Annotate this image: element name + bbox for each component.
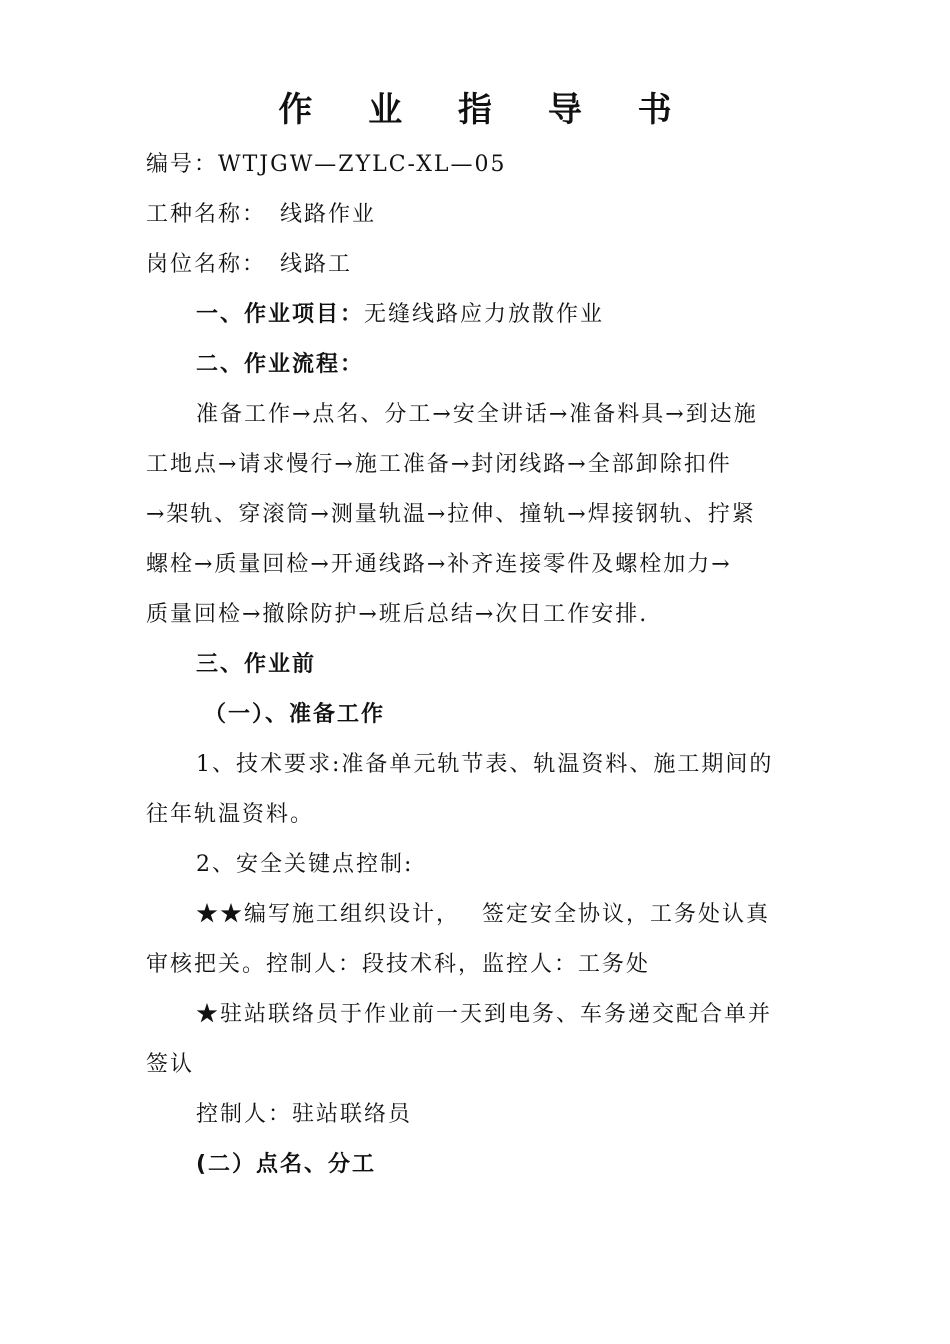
post-value: 线路工: [280, 252, 353, 277]
code-label: 编号：: [146, 152, 219, 177]
star-item-design-b: 签定安全协议，工务处认真: [482, 902, 771, 927]
star-item-design-a: ★★编写施工组织设计，: [196, 902, 461, 927]
post-label: 岗位名称：: [146, 252, 267, 277]
trade-value: 线路作业: [280, 202, 377, 227]
star-item-design: [196, 900, 816, 930]
item-technical: 1、技术要求:准备单元轨节表、轨温资料、施工期间的: [196, 752, 774, 777]
subsection-rollcall: (二）点名、分工: [196, 1152, 377, 1177]
code-value: WTJGW—ZYLC-XL—05: [218, 152, 507, 177]
post-name: [146, 250, 816, 280]
section1-label: 一、作业项目：: [196, 302, 365, 327]
star-item-design-cont: 审核把关。控制人：段技术科，监控人：工务处: [146, 952, 651, 977]
star-item-liaison-cont: 签认: [146, 1052, 195, 1077]
section-flow-heading: 二、作业流程：: [196, 352, 365, 377]
document-title: 作 业 指 导 书: [278, 90, 694, 130]
trade-label: 工种名称：: [146, 202, 267, 227]
star-item-liaison: ★驻站联络员于作业前一天到电务、车务递交配合单并: [196, 1002, 773, 1027]
flow-line: →架轨、穿滚筒→测量轨温→拉伸、撞轨→焊接钢轨、拧紧: [146, 502, 756, 527]
item-safety: 2、安全关键点控制:: [196, 852, 414, 877]
trade-name: [146, 200, 816, 230]
section-before-heading: 三、作业前: [196, 652, 317, 677]
flow-line: 准备工作→点名、分工→安全讲话→准备料具→到达施: [196, 402, 758, 427]
document-code: [146, 150, 816, 180]
flow-line: 工地点→请求慢行→施工准备→封闭线路→全部卸除扣件: [146, 452, 732, 477]
flow-line: 质量回检→撤除防护→班后总结→次日工作安排.: [146, 602, 649, 627]
section-project: [196, 300, 816, 330]
controller-line: 控制人：驻站联络员: [196, 1102, 413, 1127]
item-technical-cont: 往年轨温资料。: [146, 802, 315, 827]
subsection-preparation: （一）、准备工作: [204, 702, 386, 727]
flow-line: 螺栓→质量回检→开通线路→补齐连接零件及螺栓加力→: [146, 552, 732, 577]
section1-value: 无缝线路应力放散作业: [364, 302, 605, 327]
